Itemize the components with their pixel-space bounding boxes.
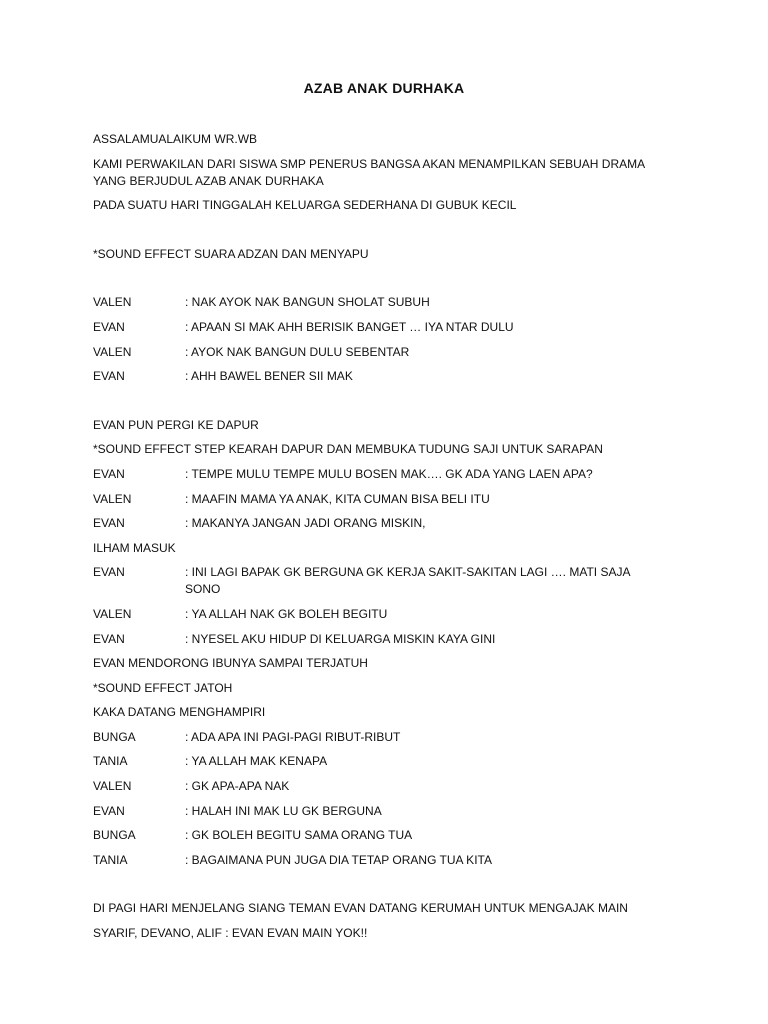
dialog-text: : GK APA-APA NAK xyxy=(185,779,290,794)
blank-line xyxy=(93,222,668,246)
dialog-line xyxy=(93,368,668,385)
dialog-line xyxy=(93,778,668,795)
speaker-name: BUNGA xyxy=(93,828,136,843)
dialog-text: : YA ALLAH NAK GK BOLEH BEGITU xyxy=(185,606,388,621)
dialog-text: : INI LAGI BAPAK GK BERGUNA GK KERJA SAKIT-SAKITAN LAGI …. MATI SAJA SONO xyxy=(185,565,630,597)
dialog-line xyxy=(93,466,668,483)
narration-line: EVAN MENDORONG IBUNYA SAMPAI TERJATUH xyxy=(93,656,368,671)
speaker-name: EVAN xyxy=(93,369,125,384)
opening-paragraph: KAMI PERWAKILAN DARI SISWA SMP PENERUS BANGSA AKAN MENAMPILKAN SEBUAH DRAMA YANG BERJUDUL AZAB ANAK DURHAKA xyxy=(93,156,645,188)
greeting-paragraph: ASSALAMUALAIKUM WR.WB xyxy=(93,132,258,146)
dialog-text: : AYOK NAK BANGUN DULU SEBENTAR xyxy=(185,344,410,359)
group-dialog-line: SYARIF, DEVANO, ALIF : EVAN EVAN MAIN YOK!! xyxy=(93,926,368,941)
blank-line xyxy=(93,270,668,294)
dialog-text: : TEMPE MULU TEMPE MULU BOSEN MAK…. GK ADA YANG LAEN APA? xyxy=(185,466,593,481)
narration-line: ILHAM MASUK xyxy=(93,540,176,555)
dialog-text: : NAK AYOK NAK BANGUN SHOLAT SUBUH xyxy=(185,295,430,310)
blank-line xyxy=(93,393,668,417)
narration-line: EVAN PUN PERGI KE DAPUR xyxy=(93,417,259,432)
dialog-text: : YA ALLAH MAK KENAPA xyxy=(185,754,328,769)
dialog-line xyxy=(93,827,668,844)
narration-line: DI PAGI HARI MENJELANG SIANG TEMAN EVAN DATANG KERUMAH UNTUK MENGAJAK MAIN xyxy=(93,901,628,916)
dialog-line xyxy=(93,294,668,311)
dialog-text: : APAAN SI MAK AHH BERISIK BANGET … IYA NTAR DULU xyxy=(185,319,514,334)
speaker-name: TANIA xyxy=(93,852,128,867)
speaker-name: EVAN xyxy=(93,516,125,531)
dialog-line xyxy=(93,803,668,820)
dialog-line xyxy=(93,515,668,532)
dialog-line xyxy=(93,606,668,623)
sound-effect-line: *SOUND EFFECT STEP KEARAH DAPUR DAN MEMBUKA TUDUNG SAJI UNTUK SARAPAN xyxy=(93,442,603,457)
dialog-line xyxy=(93,491,668,508)
document-title: AZAB ANAK DURHAKA xyxy=(303,80,465,96)
dialog-line xyxy=(93,564,668,598)
dialog-line xyxy=(93,729,668,746)
dialog-text: : AHH BAWEL BENER SII MAK xyxy=(185,369,353,384)
speaker-name: VALEN xyxy=(93,295,132,310)
dialog-text: : GK BOLEH BEGITU SAMA ORANG TUA xyxy=(185,828,413,843)
speaker-name: EVAN xyxy=(93,466,125,481)
narration-line: KAKA DATANG MENGHAMPIRI xyxy=(93,705,266,720)
dialog-line xyxy=(93,753,668,770)
speaker-name: EVAN xyxy=(93,319,125,334)
dialog-text: : NYESEL AKU HIDUP DI KELUARGA MISKIN KAYA GINI xyxy=(185,631,496,646)
dialog-text: : MAKANYA JANGAN JADI ORANG MISKIN, xyxy=(185,516,426,531)
dialog-line xyxy=(93,344,668,361)
dialog-line xyxy=(93,319,668,336)
speaker-name: VALEN xyxy=(93,491,132,506)
dialog-text: : MAAFIN MAMA YA ANAK, KITA CUMAN BISA BELI ITU xyxy=(185,491,490,506)
setting-paragraph: PADA SUATU HARI TINGGALAH KELUARGA SEDERHANA DI GUBUK KECIL xyxy=(93,198,517,213)
speaker-name: VALEN xyxy=(93,779,132,794)
dialog-text: : ADA APA INI PAGI-PAGI RIBUT-RIBUT xyxy=(185,729,401,744)
speaker-name: BUNGA xyxy=(93,729,136,744)
speaker-name: VALEN xyxy=(93,606,132,621)
script-body xyxy=(93,131,668,950)
speaker-name: EVAN xyxy=(93,631,125,646)
dialog-text: : HALAH INI MAK LU GK BERGUNA xyxy=(185,803,382,818)
dialog-line xyxy=(93,631,668,648)
speaker-name: VALEN xyxy=(93,344,132,359)
dialog-text: : BAGAIMANA PUN JUGA DIA TETAP ORANG TUA KITA xyxy=(185,852,492,867)
sound-effect-line: *SOUND EFFECT JATOH xyxy=(93,680,233,695)
sound-effect-line: *SOUND EFFECT SUARA ADZAN DAN MENYAPU xyxy=(93,246,369,261)
speaker-name: EVAN xyxy=(93,803,125,818)
speaker-name: TANIA xyxy=(93,754,128,769)
blank-line xyxy=(93,876,668,900)
speaker-name: EVAN xyxy=(93,565,125,580)
dialog-line xyxy=(93,852,668,869)
